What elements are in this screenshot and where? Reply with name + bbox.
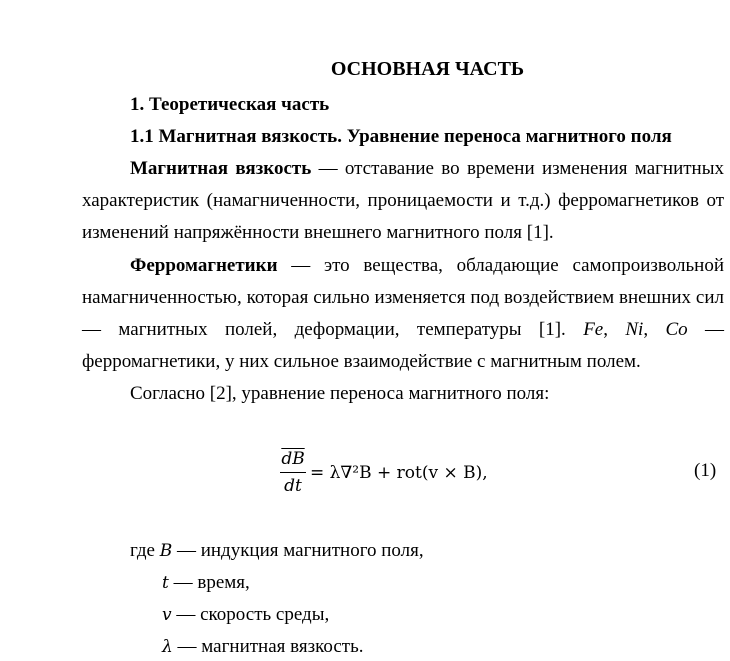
term-magnetic-viscosity: Магнитная вязкость bbox=[130, 158, 312, 179]
where-b-desc: — индукция магнитного поля, bbox=[172, 540, 424, 561]
symbol-t: t bbox=[162, 573, 169, 593]
para2-line3-text: — магнитных полей, деформации, температуры [1]. bbox=[82, 319, 584, 340]
term-ferromagnets: Ферромагнетики bbox=[130, 255, 278, 276]
para2-line1-text: — это вещества, обладающие самопроизвольной bbox=[277, 255, 724, 276]
page-title: ОСНОВНАЯ ЧАСТЬ bbox=[330, 58, 525, 80]
section-heading-1-1 bbox=[130, 126, 672, 148]
para1-line3: изменений напряжённости внешнего магнитного поля [1]. bbox=[82, 222, 554, 243]
where-lambda bbox=[162, 636, 364, 658]
where-lambda-desc: — магнитная вязкость. bbox=[172, 636, 364, 657]
section-heading-1-text: 1. Теоретическая часть bbox=[130, 94, 330, 115]
where-b bbox=[130, 540, 424, 562]
para1-line1-text: — отставание во времени изменения магнитных bbox=[311, 158, 724, 179]
symbol-b: B bbox=[159, 541, 173, 561]
para2-line3: — магнитных полей, деформации, температуры [1]. Fe, Ni, Co — bbox=[82, 319, 725, 340]
para1-line1 bbox=[130, 158, 724, 180]
equation-rhs bbox=[310, 463, 488, 483]
para1-line2: характеристик (намагниченности, проницаемости и т.д.) ферромагнетиков от bbox=[82, 190, 724, 211]
where-v-desc: — скорость среды, bbox=[171, 604, 330, 625]
equation-numerator: $\overline{dB}$ bbox=[281, 449, 305, 469]
equation-denominator: dt bbox=[284, 476, 302, 496]
para2-line3-dash: — bbox=[687, 319, 725, 340]
equation-fraction bbox=[280, 448, 306, 497]
symbol-v: v bbox=[162, 605, 172, 625]
para2-line1 bbox=[130, 255, 724, 277]
para2-line4: ферромагнетики, у них сильное взаимодействие с магнитным полем. bbox=[82, 351, 641, 372]
where-intro: где bbox=[130, 540, 160, 561]
equation-number: (1) bbox=[694, 460, 717, 481]
element-ni: Ni bbox=[625, 319, 644, 340]
where-t bbox=[162, 572, 250, 594]
element-co: Co bbox=[665, 319, 688, 340]
section-heading-1 bbox=[130, 94, 329, 116]
para2-line2: намагниченностью, которая сильно изменяется под воздействием внешних сил bbox=[82, 287, 724, 308]
para3: Согласно [2], уравнение переноса магнитного поля: bbox=[130, 383, 550, 404]
equation-rhs-text: = λ∇²B + rot(v × B), bbox=[310, 463, 488, 483]
symbol-lambda: λ bbox=[162, 637, 173, 657]
where-v bbox=[162, 604, 329, 626]
section-heading-1-1-text: 1.1 Магнитная вязкость. Уравнение переноса магнитного поля bbox=[130, 126, 672, 147]
element-fe: Fe bbox=[583, 319, 604, 340]
where-t-desc: — время, bbox=[168, 572, 250, 593]
fraction-bar bbox=[280, 472, 306, 473]
